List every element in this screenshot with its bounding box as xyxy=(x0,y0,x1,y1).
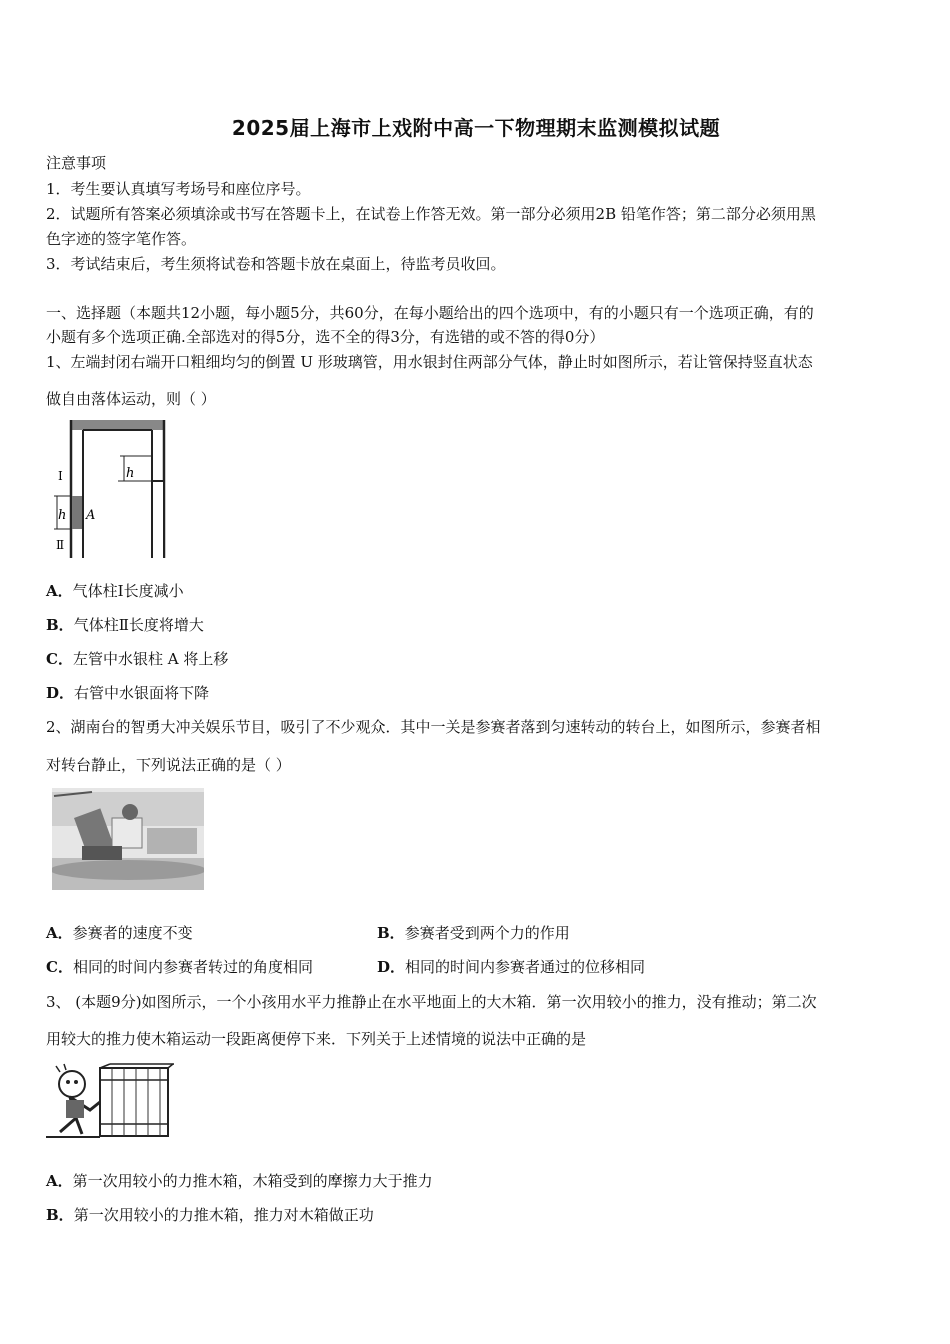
tube-top-cap xyxy=(71,420,164,430)
label-h-left: h xyxy=(58,508,67,523)
q2-stem: 2、湖南台的智勇大冲关娱乐节目，吸引了不少观众．其中一关是参赛者落到匀速转动的转台上，如图所示，参赛者相 xyxy=(46,718,821,736)
child-pushing-box-figure xyxy=(46,1062,174,1142)
q3-option-a: A．第一次用较小的力推木箱，木箱受到的摩擦力大于推力 xyxy=(46,1172,433,1190)
q1-stem-cont: 做自由落体运动，则（ ） xyxy=(46,390,216,408)
turntable-photo xyxy=(52,788,204,890)
q2-option-a: A．参赛者的速度不变 xyxy=(46,924,193,942)
q2-option-b: B．参赛者受到两个力的作用 xyxy=(377,924,570,942)
notice-line: 3．考试结束后，考生须将试卷和答题卡放在桌面上，待监考员收回。 xyxy=(46,255,506,273)
q2-stem-cont: 对转台静止，下列说法正确的是（ ） xyxy=(46,756,291,774)
section-heading-cont: 小题有多个选项正确.全部选对的得5分，选不全的得3分，有选错的或不答的得0分） xyxy=(46,328,605,346)
section-heading: 一、选择题（本题共12小题，每小题5分，共60分，在每小题给出的四个选项中，有的小题只有一个选项正确，有的 xyxy=(46,304,814,322)
q3-stem: 3、 (本题9分)如图所示，一个小孩用水平力推静止在水平地面上的大木箱．第一次用较小的推力，没有推动；第二次 xyxy=(46,993,817,1011)
page-title: 2025届上海市上戏附中高一下物理期末监测模拟试题 xyxy=(231,116,721,140)
q1-option-d: D．右管中水银面将下降 xyxy=(46,684,210,702)
q1-option-c: C．左管中水银柱 A 将上移 xyxy=(46,650,229,668)
mercury-column-a xyxy=(72,496,82,529)
q2-option-d: D．相同的时间内参赛者通过的位移相同 xyxy=(377,958,646,976)
q3-option-b: B．第一次用较小的力推木箱，推力对木箱做正功 xyxy=(46,1206,374,1224)
notice-line: 2．试题所有答案必须填涂或书写在答题卡上，在试卷上作答无效。第一部分必须用2B 铅笔作答；第二部分必须用黑 xyxy=(46,205,816,223)
notice-line: 色字迹的签字笔作答。 xyxy=(46,230,197,248)
notice-heading: 注意事项 xyxy=(46,154,107,172)
q1-option-a: A．气体柱Ⅰ长度减小 xyxy=(46,582,184,600)
label-h-right: h xyxy=(126,466,135,481)
q3-stem-cont: 用较大的推力使木箱运动一段距离便停下来．下列关于上述情境的说法中正确的是 xyxy=(46,1030,587,1048)
u-tube-figure xyxy=(46,418,176,564)
notice-line: 1．考生要认真填写考场号和座位序号。 xyxy=(46,180,311,198)
label-A: A xyxy=(86,508,96,523)
label-gas-II: Ⅱ xyxy=(56,538,65,552)
q1-stem: 1、左端封闭右端开口粗细均匀的倒置 U 形玻璃管，用水银封住两部分气体，静止时如图所示，若让管保持竖直状态 xyxy=(46,353,813,371)
q2-option-c: C．相同的时间内参赛者转过的角度相同 xyxy=(46,958,313,976)
q1-option-b: B．气体柱Ⅱ长度将增大 xyxy=(46,616,204,634)
label-gas-I: Ⅰ xyxy=(58,469,63,483)
